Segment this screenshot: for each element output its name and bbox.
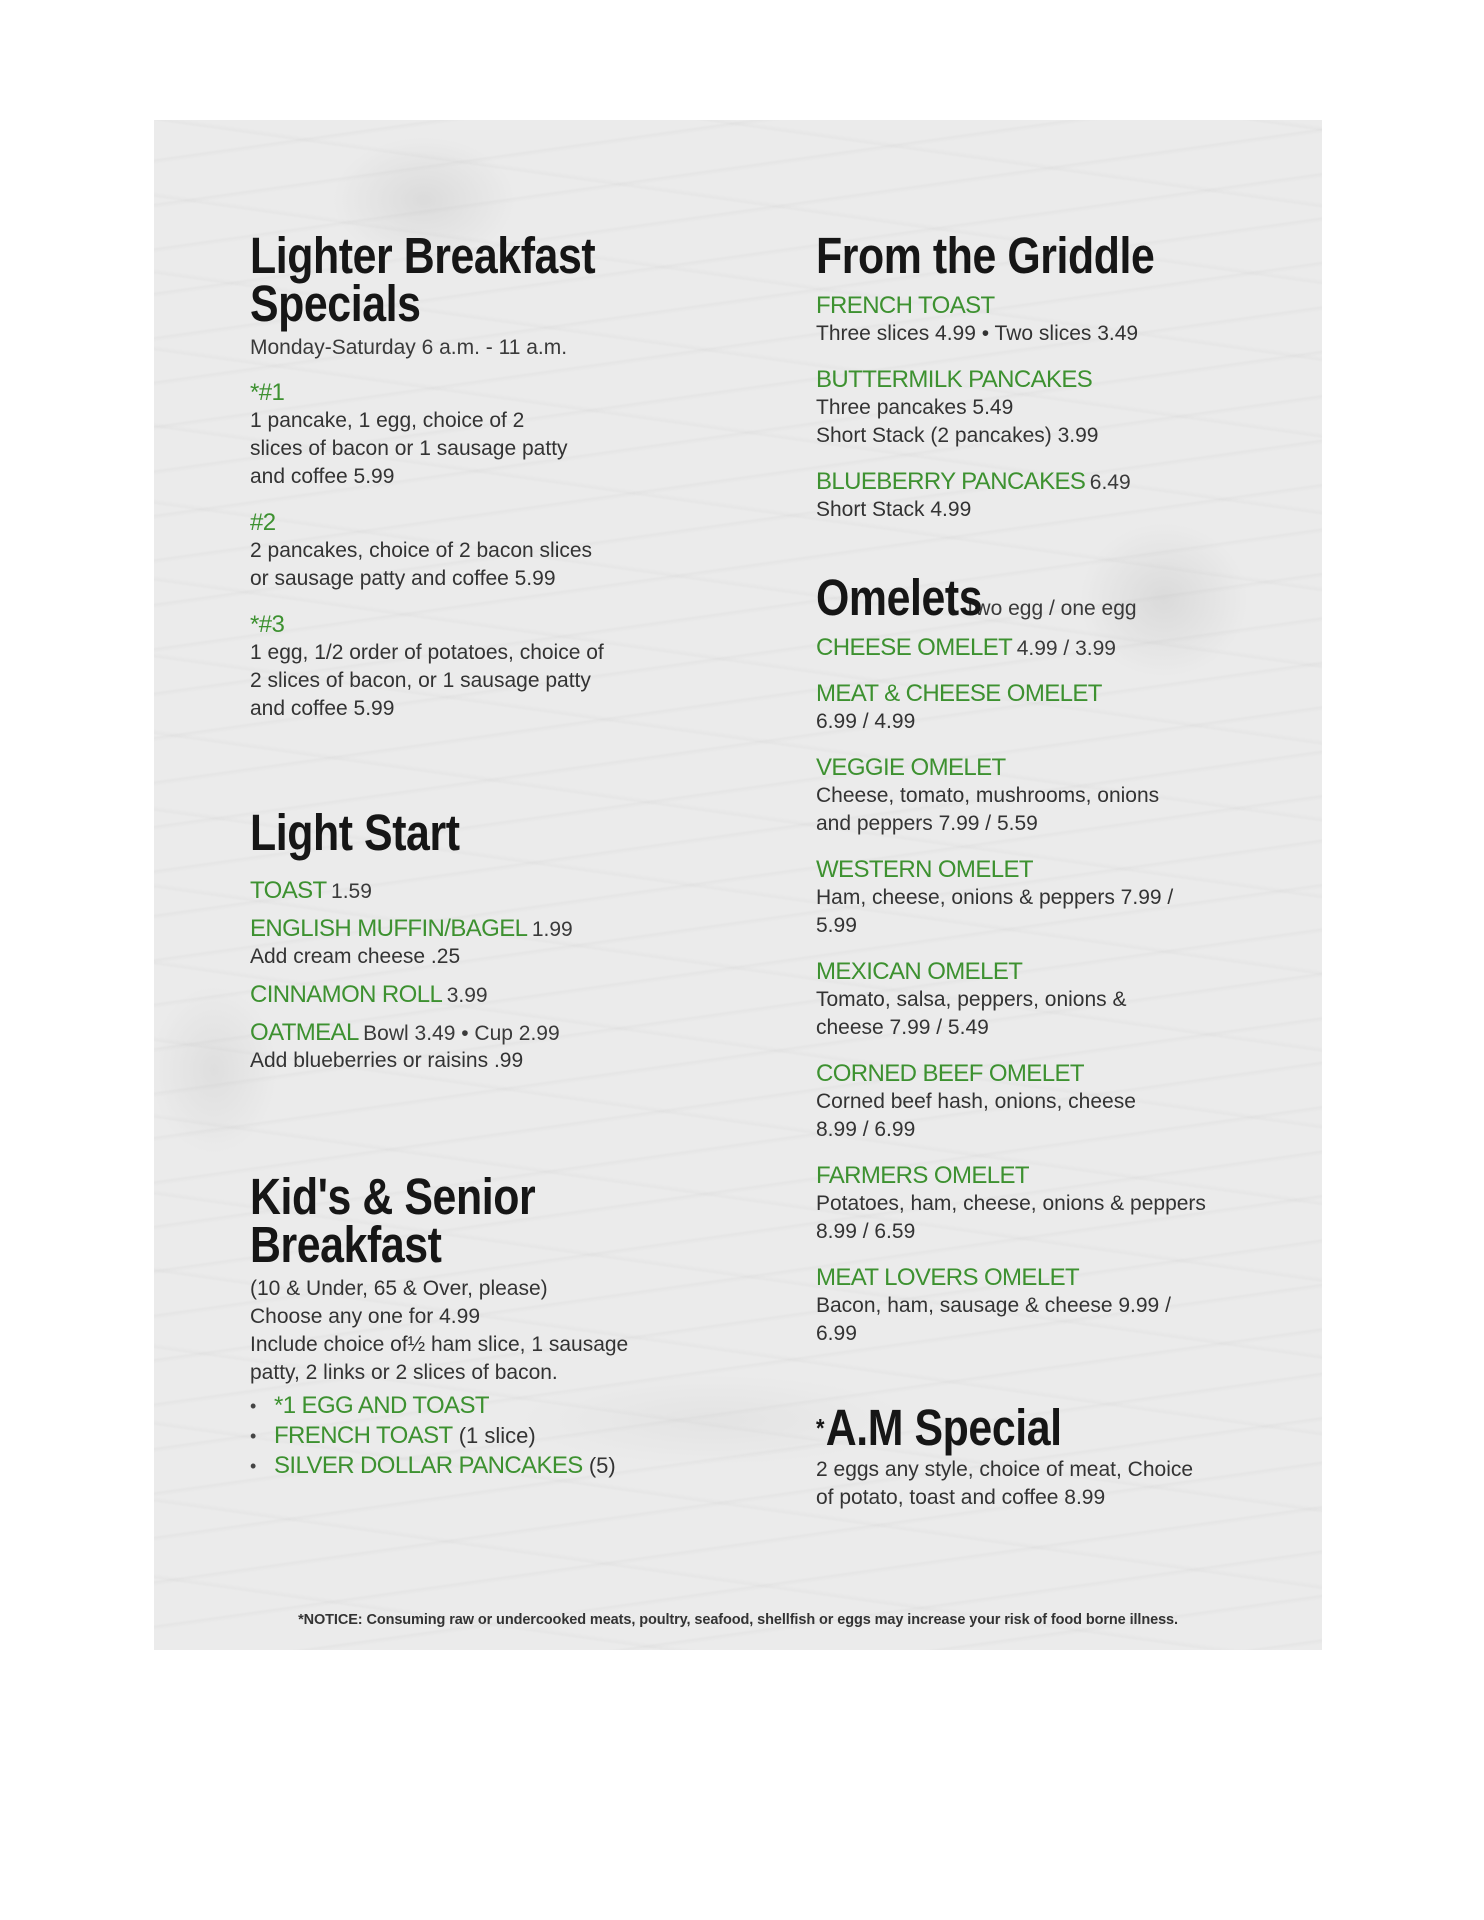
menu-item bbox=[816, 1162, 1286, 1246]
item-price: 4.99 / 3.99 bbox=[1016, 637, 1116, 660]
left-column bbox=[250, 220, 730, 1481]
item-name: MEAT LOVERS OMELET bbox=[816, 1264, 1080, 1291]
item-desc: Short Stack (2 pancakes) 3.99 bbox=[816, 424, 1099, 447]
item-name: BUTTERMILK PANCAKES bbox=[816, 366, 1093, 393]
menu-item bbox=[250, 611, 730, 723]
menu-item bbox=[250, 981, 730, 1009]
item-name: TOAST bbox=[250, 877, 327, 904]
griddle-section bbox=[816, 227, 1286, 524]
item-desc: Add blueberries or raisins .99 bbox=[250, 1049, 524, 1072]
kids-senior-section bbox=[250, 1168, 730, 1481]
menu-sheet bbox=[154, 120, 1322, 1650]
kids-price-line: Choose any one for 4.99 bbox=[250, 1305, 480, 1328]
omelets-header bbox=[816, 569, 1286, 626]
item-name: CHEESE OMELET bbox=[816, 634, 1013, 661]
item-name: *#1 bbox=[250, 379, 285, 406]
section-title-kids-senior: Kid's & Senior Breakfast bbox=[250, 1168, 536, 1273]
menu-item bbox=[816, 366, 1286, 450]
menu-item bbox=[816, 680, 1286, 736]
item-desc: Ham, cheese, onions & peppers 7.99 / 5.99 bbox=[816, 886, 1174, 937]
item-name: FARMERS OMELET bbox=[816, 1162, 1029, 1189]
menu-item bbox=[816, 958, 1286, 1042]
item-name: *#3 bbox=[250, 611, 285, 638]
item-desc: Cheese, tomato, mushrooms, onions and peppers 7.99 / 5.59 bbox=[816, 784, 1160, 835]
menu-item bbox=[816, 634, 1286, 662]
item-price: Bowl 3.49 • Cup 2.99 bbox=[363, 1022, 560, 1045]
list-item bbox=[250, 1421, 730, 1451]
item-desc: Potatoes, ham, cheese, onions & peppers 8.99 / 6.59 bbox=[816, 1192, 1206, 1243]
menu-item bbox=[816, 856, 1286, 940]
item-name: BLUEBERRY PANCAKES bbox=[816, 468, 1086, 495]
item-name: MEAT & CHEESE OMELET bbox=[816, 680, 1102, 707]
item-price: 1.59 bbox=[331, 880, 372, 903]
menu-item bbox=[816, 1264, 1286, 1348]
item-name: CORNED BEEF OMELET bbox=[816, 1060, 1084, 1087]
item-name: WESTERN OMELET bbox=[816, 856, 1033, 883]
am-special-desc: 2 eggs any style, choice of meat, Choice of potato, toast and coffee 8.99 bbox=[816, 1458, 1194, 1509]
item-name: CINNAMON ROLL bbox=[250, 981, 443, 1008]
omelets-note: Two egg / one egg bbox=[963, 597, 1137, 620]
item-desc: 1 pancake, 1 egg, choice of 2 slices of bacon or 1 sausage patty and coffee 5.99 bbox=[250, 409, 568, 488]
list-item bbox=[250, 1451, 730, 1481]
menu-item bbox=[816, 292, 1286, 348]
am-special-mark: * bbox=[816, 1413, 825, 1443]
food-safety-notice: *NOTICE: Consuming raw or undercooked meats, poultry, seafood, shellfish or eggs may increase your risk of food borne illness. bbox=[298, 1612, 1178, 1628]
item-desc: Add cream cheese .25 bbox=[250, 945, 461, 968]
option-name: SILVER DOLLAR PANCAKES bbox=[274, 1452, 583, 1479]
option-extra: (5) bbox=[588, 1453, 616, 1478]
item-name: FRENCH TOAST bbox=[816, 292, 995, 319]
right-column bbox=[816, 220, 1286, 1512]
item-desc: Corned beef hash, onions, cheese 8.99 / 6.99 bbox=[816, 1090, 1136, 1141]
kids-eligibility: (10 & Under, 65 & Over, please) bbox=[250, 1277, 548, 1300]
menu-item bbox=[250, 509, 730, 593]
menu-item bbox=[816, 468, 1286, 524]
item-price: 3.99 bbox=[446, 984, 488, 1007]
item-desc: 2 pancakes, choice of 2 bacon slices or sausage patty and coffee 5.99 bbox=[250, 539, 593, 590]
menu-item bbox=[816, 1060, 1286, 1144]
item-name: #2 bbox=[250, 509, 276, 536]
menu-item bbox=[250, 877, 730, 905]
lighter-breakfast-section bbox=[250, 227, 730, 723]
am-special-section bbox=[816, 1399, 1286, 1512]
menu-item bbox=[816, 754, 1286, 838]
item-desc: Three slices 4.99 • Two slices 3.49 bbox=[816, 322, 1139, 345]
kids-choice-text: Include choice of½ ham slice, 1 sausage patty, 2 links or 2 slices of bacon. bbox=[250, 1333, 629, 1384]
menu-item bbox=[250, 379, 730, 491]
item-name: MEXICAN OMELET bbox=[816, 958, 1023, 985]
menu-item bbox=[250, 1019, 730, 1075]
light-start-section bbox=[250, 804, 730, 1075]
item-desc: Bacon, ham, sausage & cheese 9.99 / 6.99 bbox=[816, 1294, 1171, 1345]
item-name: VEGGIE OMELET bbox=[816, 754, 1006, 781]
hours-text: Monday-Saturday 6 a.m. - 11 a.m. bbox=[250, 336, 568, 359]
option-name: *1 EGG AND TOAST bbox=[274, 1392, 489, 1419]
item-desc: Tomato, salsa, peppers, onions & cheese 7.99 / 5.49 bbox=[816, 988, 1127, 1039]
kids-options-list bbox=[250, 1391, 730, 1481]
item-desc: Three pancakes 5.49 bbox=[816, 396, 1014, 419]
omelets-section bbox=[816, 569, 1286, 1348]
item-price: 1.99 bbox=[531, 918, 573, 941]
section-title-lighter-breakfast: Lighter Breakfast Specials bbox=[250, 227, 596, 332]
item-name: OATMEAL bbox=[250, 1019, 359, 1046]
section-title-omelets: Omelets bbox=[816, 569, 983, 626]
section-title-griddle: From the Griddle bbox=[816, 227, 1155, 284]
item-price: 6.49 bbox=[1089, 471, 1131, 494]
option-name: FRENCH TOAST bbox=[274, 1422, 453, 1449]
section-title-am-special: *A.M Special bbox=[816, 1399, 1062, 1456]
menu-item bbox=[250, 915, 730, 971]
option-extra: (1 slice) bbox=[458, 1423, 536, 1448]
item-desc: 6.99 / 4.99 bbox=[816, 710, 916, 733]
list-item bbox=[250, 1391, 730, 1421]
section-title-light-start: Light Start bbox=[250, 804, 460, 861]
item-desc: 1 egg, 1/2 order of potatoes, choice of 2 slices of bacon, or 1 sausage patty and coffee 5.99 bbox=[250, 641, 604, 720]
item-name: ENGLISH MUFFIN/BAGEL bbox=[250, 915, 528, 942]
item-desc: Short Stack 4.99 bbox=[816, 498, 972, 521]
